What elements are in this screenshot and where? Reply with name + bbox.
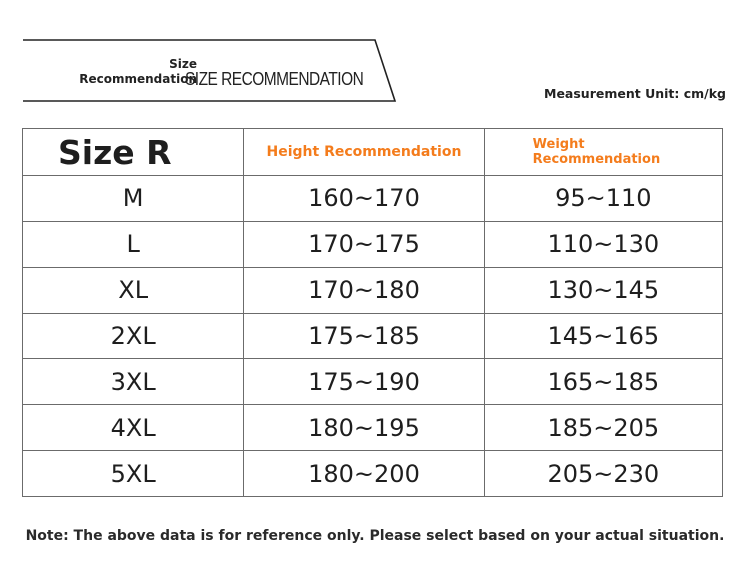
size-cell: 4XL — [23, 405, 244, 451]
size-cell: M — [23, 176, 244, 222]
size-cell: L — [23, 221, 244, 267]
header-weight-text: Weight Recommendation — [532, 137, 661, 167]
header-height: Height Recommendation — [244, 129, 484, 176]
banner-small-line2: Recommendation — [79, 72, 197, 86]
height-cell: 175~190 — [244, 359, 484, 405]
weight-cell: 205~230 — [484, 451, 722, 497]
size-cell: 2XL — [23, 313, 244, 359]
height-cell: 180~195 — [244, 405, 484, 451]
note-text: Note: The above data is for reference only. Please select based on your actual situation. — [25, 528, 725, 544]
header-weight — [484, 129, 722, 176]
height-cell: 170~175 — [244, 221, 484, 267]
weight-cell: 185~205 — [484, 405, 722, 451]
weight-cell: 165~185 — [484, 359, 722, 405]
banner-small-title — [47, 57, 197, 87]
measurement-unit-label: Measurement Unit: cm/kg — [544, 86, 726, 101]
size-cell: 3XL — [23, 359, 244, 405]
height-cell: 170~180 — [244, 267, 484, 313]
weight-cell: 110~130 — [484, 221, 722, 267]
table-row — [23, 405, 723, 451]
header-size: Size R — [23, 129, 244, 176]
height-cell: 180~200 — [244, 451, 484, 497]
banner-big-title: SIZE RECOMMENDATION — [185, 69, 364, 89]
table-row — [23, 176, 723, 222]
table-row — [23, 359, 723, 405]
size-cell: 5XL — [23, 451, 244, 497]
size-table-body — [23, 176, 723, 497]
size-table — [22, 128, 723, 497]
title-banner — [23, 39, 395, 101]
weight-cell: 130~145 — [484, 267, 722, 313]
weight-cell: 145~165 — [484, 313, 722, 359]
table-row — [23, 451, 723, 497]
table-row — [23, 221, 723, 267]
height-cell: 160~170 — [244, 176, 484, 222]
weight-cell: 95~110 — [484, 176, 722, 222]
height-cell: 175~185 — [244, 313, 484, 359]
banner-small-line1: Size — [169, 57, 197, 71]
table-row — [23, 313, 723, 359]
table-header-row — [23, 129, 723, 176]
size-cell: XL — [23, 267, 244, 313]
table-row — [23, 267, 723, 313]
